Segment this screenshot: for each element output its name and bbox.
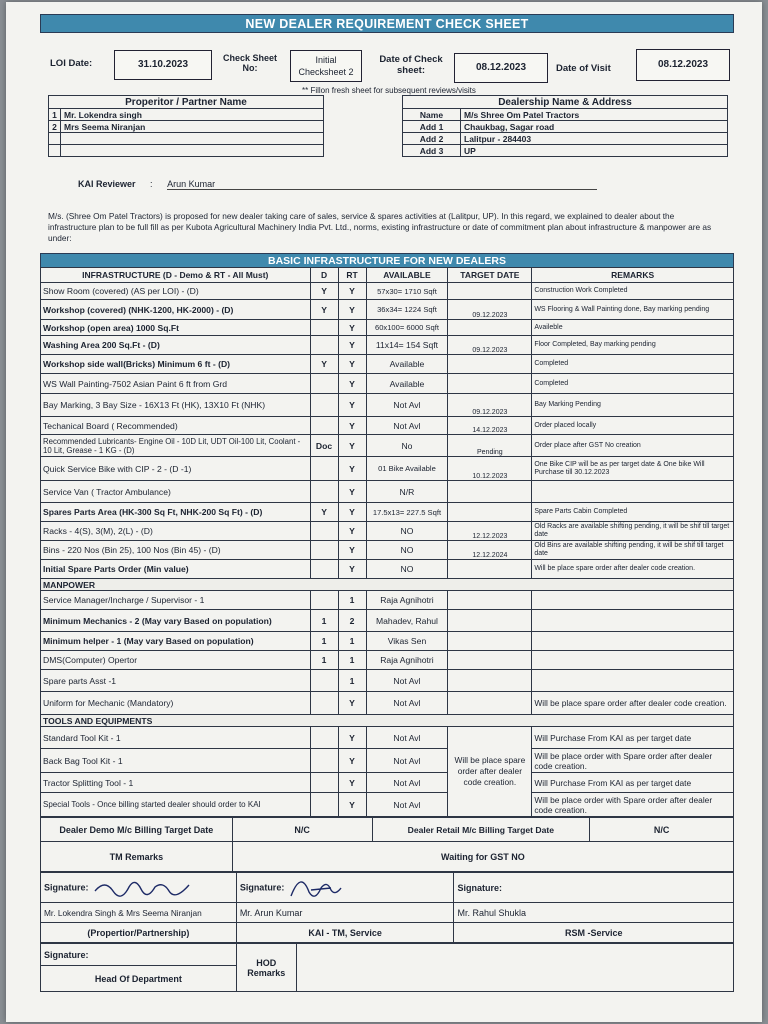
dealer-role: (Propertior/Partnership) [41, 923, 237, 943]
manpower-target-date [448, 591, 532, 610]
infra-target-date: Pending [448, 435, 532, 457]
partner-row [49, 109, 324, 121]
dealership-value: Lalitpur - 284403 [461, 133, 728, 145]
signature-label: Signature: [457, 882, 502, 893]
dealer-signature-mark [91, 877, 201, 899]
infra-remark [532, 481, 734, 503]
date-check-label-line2: sheet: [397, 65, 425, 76]
partner-no: 2 [49, 121, 61, 133]
dealership-label: Name [403, 109, 461, 121]
infra-d: Y [310, 355, 338, 374]
tools-row [41, 749, 734, 773]
check-sheet-value-line1: Initial [315, 55, 337, 65]
manpower-rt: 1 [338, 591, 366, 610]
paper-sheet [6, 2, 762, 1022]
manpower-row [41, 670, 734, 692]
infra-item: Workshop (open area) 1000 Sq.Ft [41, 320, 311, 336]
manpower-rt: 1 [338, 670, 366, 692]
date-check-label-line1: Date of Check [379, 54, 443, 65]
manpower-available: Not Avl [366, 692, 448, 715]
infra-item: Service Van ( Tractor Ambulance) [41, 481, 311, 503]
manpower-item: Spare parts Asst -1 [41, 670, 311, 692]
hod-label: Head Of Department [41, 966, 237, 992]
reviewer-line [78, 179, 597, 190]
tools-row [41, 773, 734, 793]
infra-rt: Y [338, 283, 366, 300]
infrastructure-row [41, 394, 734, 417]
check-sheet-label-line1: Check Sheet [222, 53, 278, 63]
rsm-name: Mr. Rahul Shukla [454, 903, 734, 923]
manpower-available: Not Avl [366, 670, 448, 692]
manpower-d: 1 [310, 610, 338, 632]
infra-available: N/R [366, 481, 448, 503]
infra-target-date: 12.12.2024 [448, 541, 532, 560]
tool-remark: Will be place order with Spare order after dealer code creation. [532, 749, 734, 773]
dealership-row [403, 109, 728, 121]
infra-target-date [448, 355, 532, 374]
infra-rt: Y [338, 481, 366, 503]
loi-date-field: 31.10.2023 [114, 50, 212, 80]
col-target-date: TARGET DATE [448, 268, 532, 283]
infra-item: Quick Service Bike with CIP - 2 - (D -1) [41, 457, 311, 481]
infra-rt: Y [338, 336, 366, 355]
infra-remark: Will be place spare order after dealer code creation. [532, 560, 734, 579]
infra-available: Available [366, 374, 448, 394]
signature-row [41, 873, 734, 903]
manpower-d: 1 [310, 632, 338, 651]
manpower-row [41, 692, 734, 715]
manpower-remark [532, 670, 734, 692]
infrastructure-row [41, 503, 734, 522]
infra-d: Y [310, 300, 338, 320]
manpower-item: DMS(Computer) Opertor [41, 651, 311, 670]
tool-available: Not Avl [366, 749, 448, 773]
infrastructure-table [40, 267, 734, 817]
infra-rt: Y [338, 417, 366, 435]
demo-billing-value: N/C [232, 818, 372, 842]
dealer-name: Mr. Lokendra Singh & Mrs Seema Niranjan [41, 903, 237, 923]
infra-item: Recommended Lubricants- Engine Oil - 10D Lit, UDT Oil-100 Lit, Coolant - 10 Lit, Grease - 1 KG - (D) [41, 435, 311, 457]
dealership-table [402, 95, 728, 157]
rsm-role: RSM -Service [454, 923, 734, 943]
infrastructure-row [41, 320, 734, 336]
infra-remark: Availeble [532, 320, 734, 336]
hod-remarks-area [296, 944, 733, 992]
infra-rt: Y [338, 374, 366, 394]
infra-item: Workshop side wall(Bricks) Minimum 6 ft - (D) [41, 355, 311, 374]
tool-item: Tractor Splitting Tool - 1 [41, 773, 311, 793]
tm-signature-mark [287, 876, 357, 900]
infra-target-date: 10.12.2023 [448, 457, 532, 481]
col-d: D [310, 268, 338, 283]
signature-name-row [41, 903, 734, 923]
infrastructure-row [41, 300, 734, 320]
manpower-rt: 2 [338, 610, 366, 632]
manpower-row [41, 651, 734, 670]
signature-cell-dealer [41, 873, 237, 903]
partner-name [61, 145, 324, 157]
infra-remark: Floor Completed, Bay marking pending [532, 336, 734, 355]
infra-target-date [448, 560, 532, 579]
check-sheet-value-line2: Checksheet 2 [298, 67, 354, 77]
infra-remark: WS Flooring & Wall Painting done, Bay marking pending [532, 300, 734, 320]
tm-remarks-label: TM Remarks [41, 842, 233, 872]
infra-d [310, 560, 338, 579]
infra-available: NO [366, 560, 448, 579]
infra-item: Spares Parts Area (HK-300 Sq Ft, NHK-200 Sq Ft) - (D) [41, 503, 311, 522]
footer-table [40, 817, 734, 872]
infrastructure-row [41, 457, 734, 481]
tool-rt: Y [338, 793, 366, 817]
infra-rt: Y [338, 320, 366, 336]
infra-available: 17.5x13= 227.5 Sqft [366, 503, 448, 522]
signature-label: Signature: [44, 881, 89, 892]
hod-table [40, 943, 734, 992]
dealership-label: Add 3 [403, 145, 461, 157]
tool-d [310, 793, 338, 817]
tool-available: Not Avl [366, 727, 448, 749]
infrastructure-heading: BASIC INFRASTRUCTURE FOR NEW DEALERS [40, 253, 734, 267]
manpower-item: Uniform for Mechanic (Mandatory) [41, 692, 311, 715]
tm-role: KAI - TM, Service [236, 923, 454, 943]
infra-remark: Completed [532, 374, 734, 394]
infra-d [310, 417, 338, 435]
infra-remark: Bay Marking Pending [532, 394, 734, 417]
dealership-row [403, 133, 728, 145]
infrastructure-row [41, 560, 734, 579]
dealership-heading: Dealership Name & Address [403, 96, 728, 109]
manpower-remark: Will be place spare order after dealer code creation. [532, 692, 734, 715]
infra-available: 11x14= 154 Sqft [366, 336, 448, 355]
dealership-row [403, 121, 728, 133]
tm-name: Mr. Arun Kumar [236, 903, 454, 923]
infra-item: Workshop (covered) (NHK-1200, HK-2000) - (D) [41, 300, 311, 320]
partner-name: Mr. Lokendra singh [61, 109, 324, 121]
manpower-item: Minimum helper - 1 (May vary Based on population) [41, 632, 311, 651]
infra-item: Show Room (covered) (AS per LOI) - (D) [41, 283, 311, 300]
infra-rt: Y [338, 300, 366, 320]
tool-remark: Will Purchase From KAI as per target date [532, 773, 734, 793]
col-remarks: REMARKS [532, 268, 734, 283]
infrastructure-row [41, 417, 734, 435]
signature-role-row [41, 923, 734, 943]
partner-name: Mrs Seema Niranjan [61, 121, 324, 133]
tool-available: Not Avl [366, 793, 448, 817]
tools-section-row [41, 715, 734, 727]
infra-item: Washing Area 200 Sq.Ft - (D) [41, 336, 311, 355]
manpower-item: Minimum Mechanics - 2 (May vary Based on population) [41, 610, 311, 632]
fresh-sheet-note: ** Fillon fresh sheet for subsequent reviews/visits [302, 86, 476, 95]
manpower-available: Raja Agnihotri [366, 591, 448, 610]
partner-row [49, 145, 324, 157]
infra-d [310, 541, 338, 560]
manpower-item: Service Manager/Incharge / Supervisor - 1 [41, 591, 311, 610]
tool-remark: Will be place order with Spare order after dealer code creation. [532, 793, 734, 817]
partner-no [49, 133, 61, 145]
infra-target-date: 09.12.2023 [448, 300, 532, 320]
manpower-target-date [448, 670, 532, 692]
infra-available: No [366, 435, 448, 457]
infra-d [310, 374, 338, 394]
infrastructure-row [41, 336, 734, 355]
infra-d: Y [310, 503, 338, 522]
sheet-title: NEW DEALER REQUIREMENT CHECK SHEET [40, 14, 734, 33]
col-available: AVAILABLE [366, 268, 448, 283]
reviewer-name: Arun Kumar [167, 179, 597, 190]
tool-d [310, 727, 338, 749]
infra-available: NO [366, 522, 448, 541]
partner-name [61, 133, 324, 145]
infra-rt: Y [338, 394, 366, 417]
tool-available: Not Avl [366, 773, 448, 793]
dealership-label: Add 1 [403, 121, 461, 133]
reviewer-label: KAI Reviewer [78, 179, 136, 189]
infra-d: Doc [310, 435, 338, 457]
manpower-rt: 1 [338, 651, 366, 670]
tools-row [41, 727, 734, 749]
manpower-row [41, 610, 734, 632]
signature-label: Signature: [239, 881, 285, 892]
billing-row [41, 818, 734, 842]
hod-remarks-label: HOD Remarks [236, 944, 296, 992]
infra-remark: One Bike CIP will be as per target date & One bike Will Purchase till 30.12.2023 [532, 457, 734, 481]
demo-billing-label: Dealer Demo M/c Billing Target Date [41, 818, 233, 842]
infra-rt: Y [338, 560, 366, 579]
infrastructure-row [41, 481, 734, 503]
manpower-remark [532, 591, 734, 610]
manpower-d [310, 692, 338, 715]
infra-target-date: 14.12.2023 [448, 417, 532, 435]
dealership-value: UP [461, 145, 728, 157]
infra-remark: Spare Parts Cabin Completed [532, 503, 734, 522]
date-visit-field: 08.12.2023 [636, 49, 730, 81]
infra-remark: Old Bins are available shifting pending, it will be shif till target date [532, 541, 734, 560]
infra-d [310, 320, 338, 336]
infra-item: Techanical Board ( Recommended) [41, 417, 311, 435]
manpower-d [310, 591, 338, 610]
signature-cell-rsm [454, 873, 734, 903]
infra-available: 60x100= 6000 Sqft [366, 320, 448, 336]
manpower-row [41, 591, 734, 610]
infra-remark: Order place after GST No creation [532, 435, 734, 457]
partner-table-heading: Properitor / Partner Name [49, 96, 324, 109]
infra-remark: Completed [532, 355, 734, 374]
manpower-target-date [448, 692, 532, 715]
intro-paragraph: M/s. (Shree Om Patel Tractors) is proposed for new dealer taking care of sales, service & spares activities at (Lalitpur, UP). In this regard, we explained to dealer about the infrastructure plan to be full fill as per Kubota Agricultural Machinery India Pvt. Ltd., norms, existing infrastructure or date of commitment plan about infrastructure & manpower are as under: [48, 211, 712, 243]
tools-target-note: Will be place spare order after dealer code creation. [448, 727, 532, 817]
infra-target-date [448, 503, 532, 522]
manpower-available: Raja Agnihotri [366, 651, 448, 670]
infra-remark: Old Racks are available shifting pending, it will be shif till target date [532, 522, 734, 541]
infrastructure-row [41, 374, 734, 394]
infra-target-date [448, 374, 532, 394]
infra-target-date [448, 320, 532, 336]
manpower-remark [532, 651, 734, 670]
hod-signature-label: Signature: [41, 944, 237, 966]
infra-remark: Construction Work Completed [532, 283, 734, 300]
infra-available: 01 Bike Available [366, 457, 448, 481]
infrastructure-row [41, 541, 734, 560]
infra-item: Bins - 220 Nos (Bin 25), 100 Nos (Bin 45) - (D) [41, 541, 311, 560]
partner-no: 1 [49, 109, 61, 121]
check-sheet [40, 14, 734, 1000]
check-sheet-no-field [290, 50, 362, 82]
infrastructure-header-row [41, 268, 734, 283]
dealership-value: M/s Shree Om Patel Tractors [461, 109, 728, 121]
infra-target-date: 09.12.2023 [448, 394, 532, 417]
manpower-rt: 1 [338, 632, 366, 651]
manpower-remark [532, 632, 734, 651]
reviewer-sep: : [150, 179, 153, 189]
loi-date-label: LOI Date: [50, 58, 93, 69]
tool-d [310, 749, 338, 773]
manpower-remark [532, 610, 734, 632]
col-rt: RT [338, 268, 366, 283]
tools-row [41, 793, 734, 817]
infra-rt: Y [338, 435, 366, 457]
infrastructure-row [41, 522, 734, 541]
infra-available: NO [366, 541, 448, 560]
infra-d [310, 394, 338, 417]
infra-target-date [448, 481, 532, 503]
infra-target-date: 12.12.2023 [448, 522, 532, 541]
signature-table [40, 872, 734, 943]
manpower-heading: MANPOWER [41, 579, 734, 591]
col-infrastructure: INFRASTRUCTURE (D - Demo & RT - All Must) [41, 268, 311, 283]
date-check-label [374, 54, 448, 76]
infra-available: 36x34= 1224 Sqft [366, 300, 448, 320]
tm-remarks-row [41, 842, 734, 872]
infra-available: Not Avl [366, 417, 448, 435]
tool-rt: Y [338, 773, 366, 793]
partner-row [49, 121, 324, 133]
infra-item: Racks - 4(S), 3(M), 2(L) - (D) [41, 522, 311, 541]
infra-available: Available [366, 355, 448, 374]
tool-item: Special Tools - Once billing started dealer should order to KAI [41, 793, 311, 817]
manpower-d [310, 670, 338, 692]
manpower-available: Mahadev, Rahul [366, 610, 448, 632]
manpower-target-date [448, 632, 532, 651]
hod-row-top [41, 944, 734, 966]
infra-item: Bay Marking, 3 Bay Size - 16X13 Ft (HK), 13X10 Ft (NHK) [41, 394, 311, 417]
tool-remark: Will Purchase From KAI as per target date [532, 727, 734, 749]
infrastructure-row [41, 283, 734, 300]
manpower-row [41, 632, 734, 651]
date-visit-label: Date of Visit [556, 63, 611, 74]
retail-billing-label: Dealer Retail M/c Billing Target Date [372, 818, 590, 842]
dealership-row [403, 145, 728, 157]
infra-rt: Y [338, 541, 366, 560]
manpower-target-date [448, 610, 532, 632]
tool-item: Back Bag Tool Kit - 1 [41, 749, 311, 773]
partner-row [49, 133, 324, 145]
infra-remark: Order placed locally [532, 417, 734, 435]
manpower-rt: Y [338, 692, 366, 715]
infra-available: 57x30= 1710 Sqft [366, 283, 448, 300]
manpower-section-row [41, 579, 734, 591]
signature-cell-tm [236, 873, 454, 903]
check-sheet-label-line2: No: [242, 63, 258, 73]
infra-target-date [448, 283, 532, 300]
check-sheet-label [222, 53, 278, 73]
tool-item: Standard Tool Kit - 1 [41, 727, 311, 749]
infra-rt: Y [338, 457, 366, 481]
infra-d [310, 481, 338, 503]
infrastructure-row [41, 435, 734, 457]
infra-item: Initial Spare Parts Order (Min value) [41, 560, 311, 579]
infra-available: Not Avl [366, 394, 448, 417]
manpower-d: 1 [310, 651, 338, 670]
tools-heading: TOOLS AND EQUIPMENTS [41, 715, 734, 727]
infra-rt: Y [338, 503, 366, 522]
infra-rt: Y [338, 522, 366, 541]
infra-target-date: 09.12.2023 [448, 336, 532, 355]
infrastructure-row [41, 355, 734, 374]
header-block [40, 33, 734, 253]
infra-d [310, 457, 338, 481]
infra-d [310, 522, 338, 541]
manpower-available: Vikas Sen [366, 632, 448, 651]
tool-rt: Y [338, 749, 366, 773]
infra-item: WS Wall Painting-7502 Asian Paint 6 ft from Grd [41, 374, 311, 394]
infra-rt: Y [338, 355, 366, 374]
tool-rt: Y [338, 727, 366, 749]
dealership-value: Chaukbag, Sagar road [461, 121, 728, 133]
retail-billing-value: N/C [590, 818, 734, 842]
infra-d: Y [310, 283, 338, 300]
tm-remarks-value: Waiting for GST NO [232, 842, 733, 872]
tool-d [310, 773, 338, 793]
partner-no [49, 145, 61, 157]
infra-d [310, 336, 338, 355]
manpower-target-date [448, 651, 532, 670]
dealership-label: Add 2 [403, 133, 461, 145]
partner-table [48, 95, 324, 157]
date-check-field: 08.12.2023 [454, 53, 548, 83]
